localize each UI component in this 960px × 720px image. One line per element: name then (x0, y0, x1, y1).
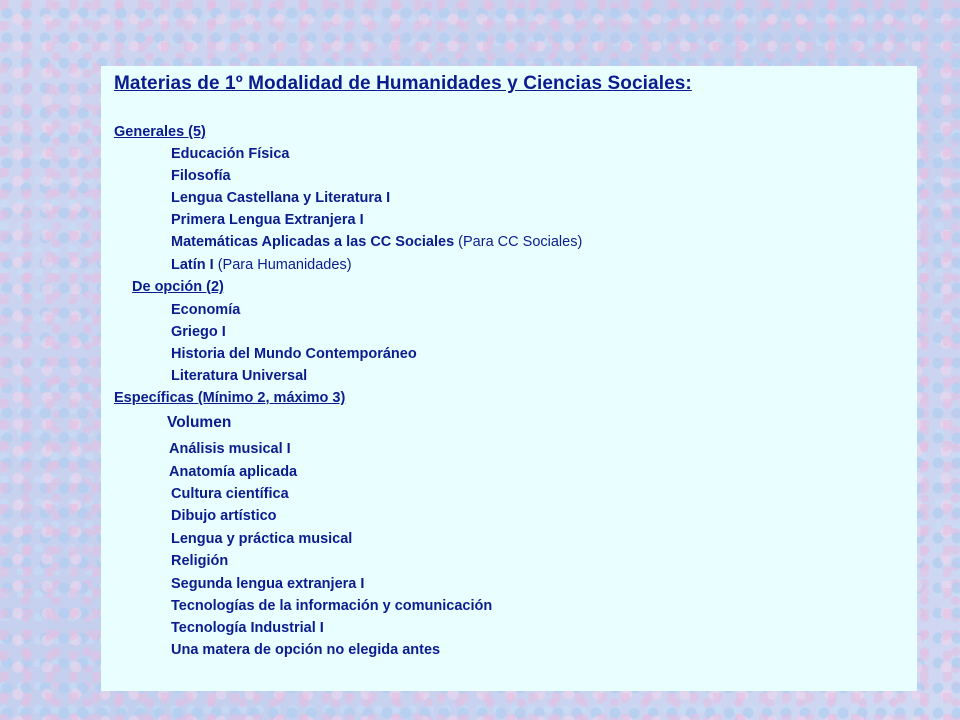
list-item: Historia del Mundo Contemporáneo (171, 346, 417, 362)
list-item: Literatura Universal (171, 368, 308, 384)
subject-list (114, 0, 917, 691)
section-heading-opcion: De opción (2) (132, 279, 224, 295)
list-item: Tecnología Industrial I (171, 620, 324, 636)
list-item: Filosofía (171, 168, 231, 184)
list-item: Cultura científica (171, 486, 289, 502)
list-item: Lengua y práctica musical (171, 531, 353, 547)
list-item: Dibujo artístico (171, 508, 277, 524)
content-panel (101, 66, 917, 691)
item-note: (Para CC Sociales) (454, 234, 583, 250)
list-item: Anatomía aplicada (169, 464, 298, 480)
list-item: Educación Física (171, 146, 290, 162)
section-heading-generales: Generales (5) (114, 124, 206, 140)
list-item: Análisis musical I (169, 441, 291, 457)
list-item: Una matera de opción no elegida antes (171, 642, 441, 658)
list-item: Griego I (171, 324, 226, 340)
list-item: Latín I (Para Humanidades) (171, 257, 352, 273)
list-item: Economía (171, 302, 241, 318)
page-title: Materias de 1º Modalidad de Humanidades y Ciencias Sociales: (114, 73, 692, 94)
list-item: Tecnologías de la información y comunicación (171, 598, 493, 614)
list-item: Segunda lengua extranjera I (171, 576, 365, 592)
list-item: Volumen (167, 414, 232, 431)
list-item: Lengua Castellana y Literatura I (171, 190, 391, 206)
item-note: (Para Humanidades) (213, 257, 352, 273)
list-item: Matemáticas Aplicadas a las CC Sociales (Para CC Sociales) (171, 234, 583, 250)
list-item: Religión (171, 553, 229, 569)
list-item: Primera Lengua Extranjera I (171, 212, 364, 228)
section-heading-especificas: Específicas (Mínimo 2, máximo 3) (114, 390, 346, 406)
